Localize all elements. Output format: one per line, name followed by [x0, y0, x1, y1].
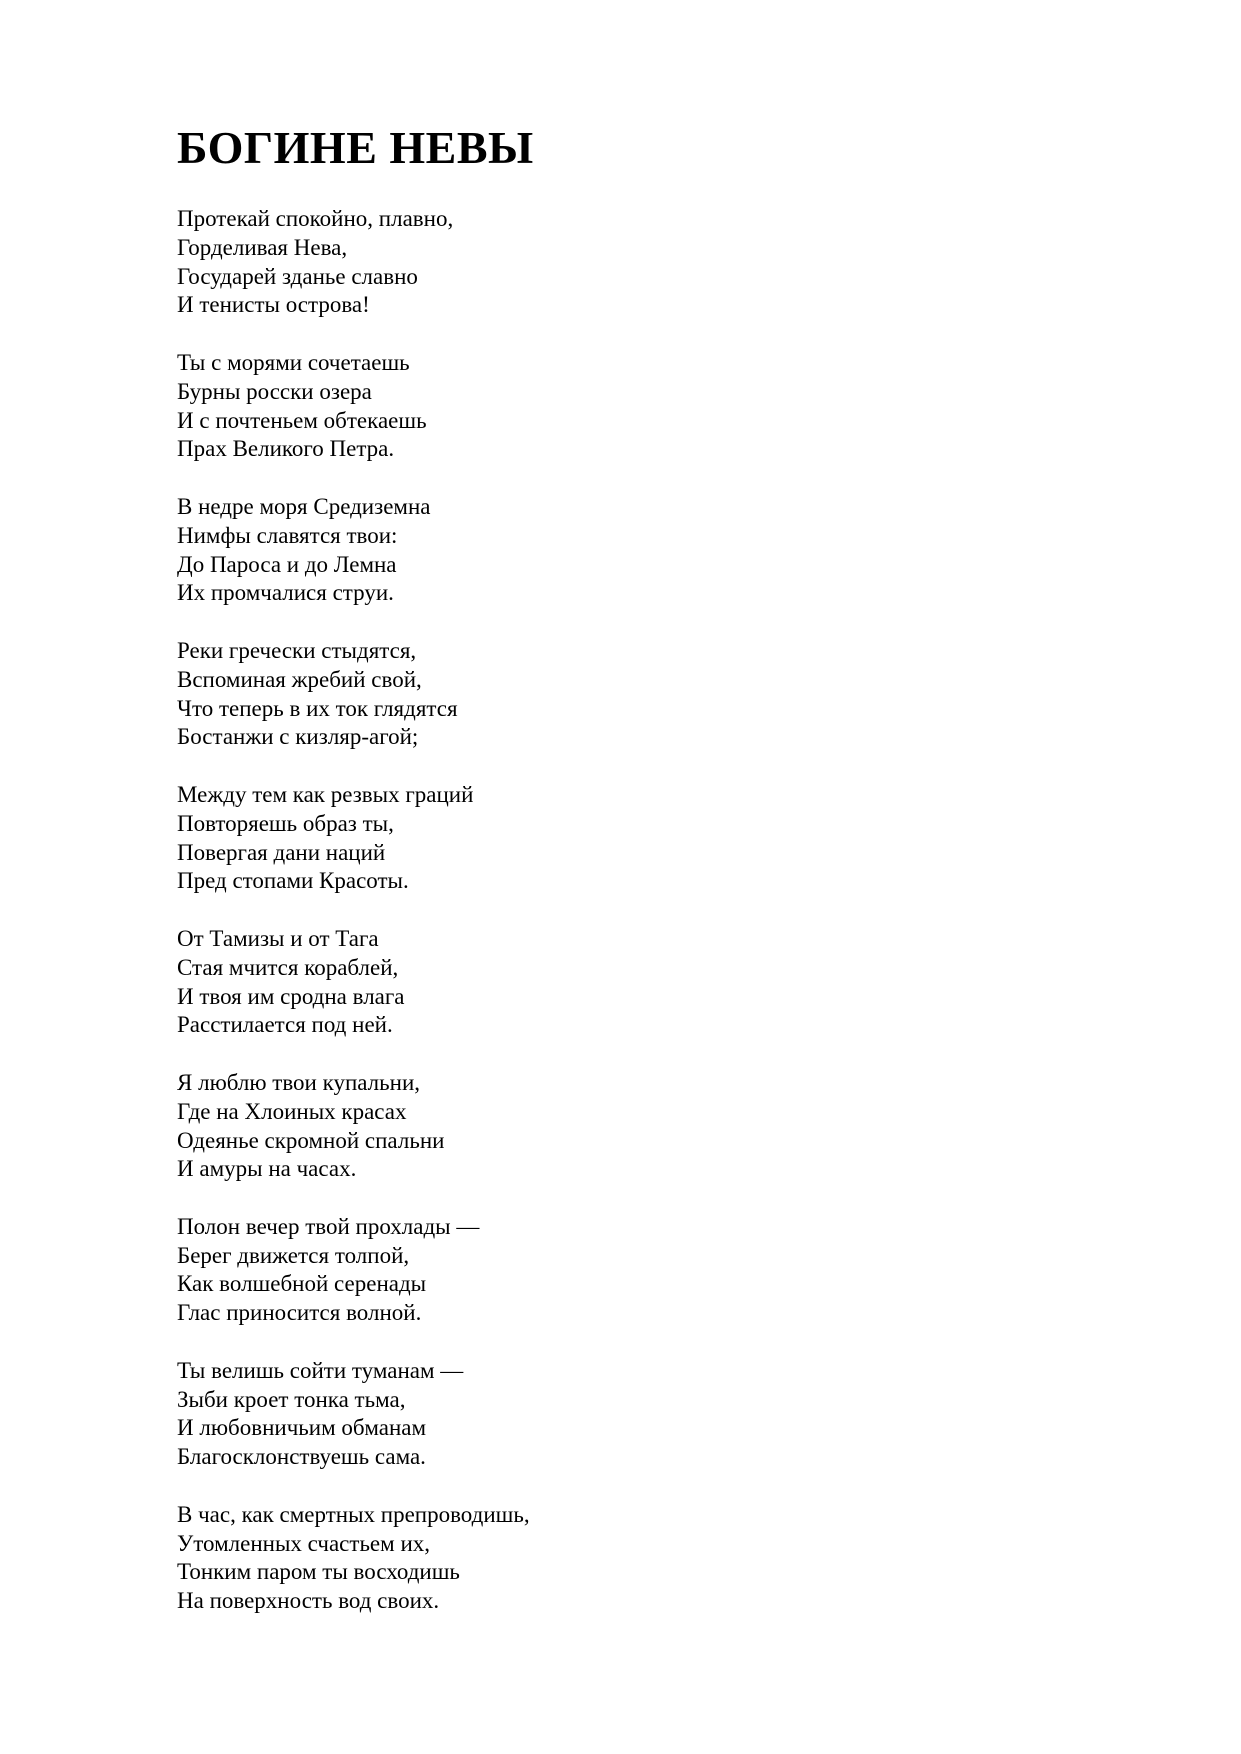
poem-line: И с почтеньем обтекаешь — [177, 407, 427, 433]
poem-line: Я люблю твои купальни, — [177, 1069, 421, 1095]
poem-line: Нимфы славятся твои: — [177, 522, 398, 548]
poem-line: Прах Великого Петра. — [177, 436, 395, 462]
page-content — [177, 118, 1137, 1645]
poem-line: Государей зданье славно — [177, 263, 418, 289]
poem-line: В час, как смертных препроводишь, — [177, 1501, 530, 1527]
poem-line: В недре моря Средиземна — [177, 493, 431, 519]
stanza — [177, 493, 1137, 608]
poem-line: Глас приносится волной. — [177, 1300, 422, 1326]
stanza — [177, 349, 1137, 464]
poem-line: Утомленных счастьем их, — [177, 1530, 430, 1556]
poem-line: И любовничьим обманам — [177, 1415, 427, 1441]
stanza — [177, 637, 1137, 752]
poem-line: Ты с морями сочетаешь — [177, 349, 410, 375]
poem-line: Протекай спокойно, плавно, — [177, 206, 454, 231]
stanza — [177, 1357, 1137, 1472]
poem-line: Горделивая Нева, — [177, 234, 348, 260]
poem-line: Берег движется толпой, — [177, 1242, 410, 1268]
stanza — [177, 205, 1137, 320]
poem-line: И твоя им сродна влага — [177, 983, 405, 1009]
poem-line: Вспоминая жребий свой, — [177, 666, 422, 692]
poem-line: Зыби кроет тонка тьма, — [177, 1386, 406, 1412]
stanza — [177, 781, 1137, 896]
poem-line: Между тем как резвых граций — [177, 781, 474, 807]
poem-body — [177, 205, 1137, 1616]
poem-line: Что теперь в их ток глядятся — [177, 695, 458, 721]
poem-line: Как волшебной серенады — [177, 1271, 427, 1297]
poem-line: До Пароса и до Лемна — [177, 551, 397, 577]
poem-line: Благосклонствуешь сама. — [177, 1444, 426, 1470]
poem-line: И амуры на часах. — [177, 1156, 357, 1182]
poem-title: БОГИНЕ НЕВЫ — [177, 122, 534, 173]
poem-line: Где на Хлоиных красах — [177, 1098, 407, 1124]
stanza — [177, 1213, 1137, 1328]
stanza — [177, 925, 1137, 1040]
poem-line: Расстилается под ней. — [177, 1012, 393, 1038]
poem-line: Бурны росски озера — [177, 378, 372, 404]
stanza — [177, 1069, 1137, 1184]
poem-line: Полон вечер твой прохлады — — [177, 1213, 480, 1239]
poem-line: Одеянье скромной спальни — [177, 1127, 445, 1153]
poem-line: Повторяешь образ ты, — [177, 810, 394, 836]
poem-line: От Тамизы и от Тага — [177, 925, 379, 951]
poem-line: Повергая дани наций — [177, 839, 386, 865]
poem-line: На поверхность вод своих. — [177, 1588, 440, 1614]
poem-line: Ты велишь сойти туманам — — [177, 1357, 464, 1383]
poem-line: Их промчалися струи. — [177, 580, 394, 606]
poem-line: Пред стопами Красоты. — [177, 868, 409, 894]
poem-line: Тонким паром ты восходишь — [177, 1559, 460, 1585]
poem-line: И тенисты острова! — [177, 292, 370, 318]
poem-line: Стая мчится кораблей, — [177, 954, 399, 980]
poem-line: Реки гречески стыдятся, — [177, 637, 417, 663]
poem-line: Бостанжи с кизляр-агой; — [177, 724, 419, 750]
stanza — [177, 1501, 1137, 1616]
